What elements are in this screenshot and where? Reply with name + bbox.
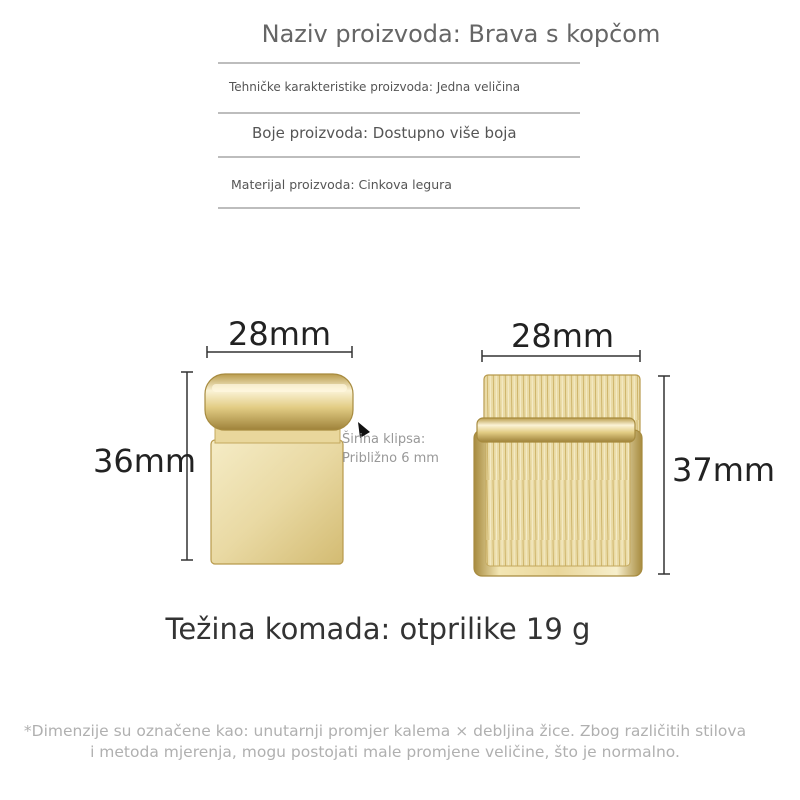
weight-label: Težina komada: otprilike 19 g	[165, 612, 591, 646]
callout-line-2: Približno 6 mm	[342, 451, 439, 466]
left-width-label: 28mm	[228, 315, 332, 353]
spec-material: Materijal proizvoda: Cinkova legura	[231, 177, 452, 192]
right-clasp-front-view	[474, 375, 642, 576]
footnote-line-2: i metoda mjerenja, mogu postojati male promjene veličine, što je normalno.	[90, 743, 680, 761]
clip-width-callout	[342, 430, 439, 468]
callout-line-1: Širina klipsa:	[342, 432, 426, 447]
left-height-label: 36mm	[93, 442, 197, 480]
product-name-heading: Naziv proizvoda: Brava s kopčom	[261, 20, 661, 48]
footnote-line-1: *Dimenzije su označene kao: unutarnji promjer kalema × debljina žice. Zbog različitih stilova	[23, 722, 747, 740]
spec-colors: Boje proizvoda: Dostupno više boja	[252, 124, 517, 142]
right-height-label: 37mm	[672, 451, 776, 489]
spec-characteristics: Tehničke karakteristike proizvoda: Jedna veličina	[229, 80, 521, 94]
right-width-label: 28mm	[511, 317, 615, 355]
left-clasp-side-view	[205, 374, 370, 564]
footnote	[0, 721, 770, 763]
right-height-dimension	[658, 376, 670, 574]
